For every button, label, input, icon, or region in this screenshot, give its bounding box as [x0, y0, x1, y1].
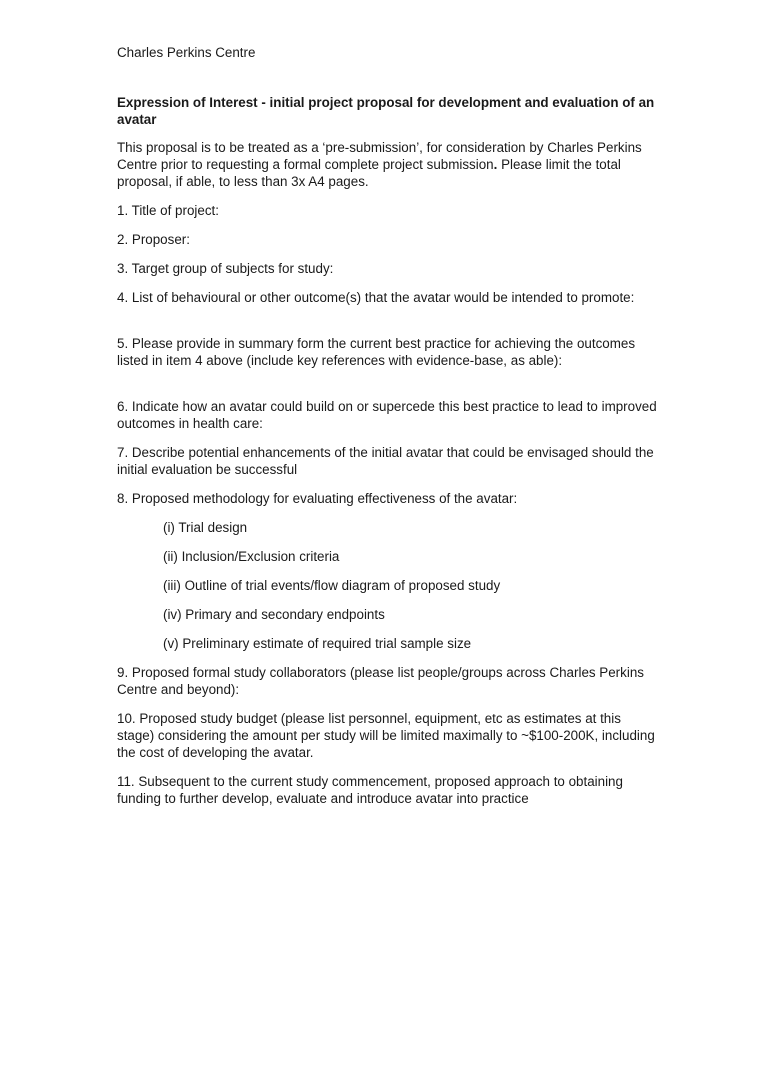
- document-heading: Expression of Interest - initial project proposal for development and evaluation of an avatar: [117, 95, 655, 127]
- item-5-best-practice: 5. Please provide in summary form the current best practice for achieving the outcomes listed in item 4 above (include key references with evidence-base, as able):: [117, 336, 636, 368]
- item-10-budget: 10. Proposed study budget (please list personnel, equipment, etc as estimates at this stage) considering the amount per study will be limited maximally to ~$100-200K, including the cost of developing the avatar.: [117, 711, 655, 760]
- item-3-target-group: 3. Target group of subjects for study:: [117, 261, 334, 276]
- intro-text-part2: Please limit the total proposal, if able, to less than 3x A4 pages.: [117, 157, 621, 189]
- intro-bold-period: .: [493, 157, 498, 172]
- intro-text-part1: This proposal is to be treated as a ‘pre-submission’, for consideration by Charles Perkins Centre prior to requesting a formal complete project submission: [117, 140, 642, 172]
- item-4-outcomes: 4. List of behavioural or other outcome(s) that the avatar would be intended to promote:: [117, 290, 635, 305]
- sub-item-inclusion-exclusion: (ii) Inclusion/Exclusion criteria: [163, 549, 340, 564]
- intro-paragraph: [117, 139, 657, 190]
- sub-item-endpoints: (iv) Primary and secondary endpoints: [163, 607, 385, 622]
- item-6-avatar-improvement: 6. Indicate how an avatar could build on or supercede this best practice to lead to improved outcomes in health care:: [117, 399, 657, 431]
- item-8-methodology: 8. Proposed methodology for evaluating effectiveness of the avatar:: [117, 491, 518, 506]
- sub-item-trial-outline: (iii) Outline of trial events/flow diagram of proposed study: [163, 578, 501, 593]
- item-1-title-of-project: 1. Title of project:: [117, 203, 219, 218]
- page-header: Charles Perkins Centre: [117, 45, 256, 60]
- sub-item-trial-design: (i) Trial design: [163, 520, 248, 535]
- sub-item-sample-size: (v) Preliminary estimate of required trial sample size: [163, 636, 472, 651]
- item-9-collaborators: 9. Proposed formal study collaborators (please list people/groups across Charles Perkins Centre and beyond):: [117, 665, 644, 697]
- item-7-enhancements: 7. Describe potential enhancements of the initial avatar that could be envisaged should the initial evaluation be successful: [117, 445, 654, 477]
- item-11-funding: 11. Subsequent to the current study commencement, proposed approach to obtaining funding to further develop, evaluate and introduce avatar into practice: [117, 774, 623, 806]
- item-2-proposer: 2. Proposer:: [117, 232, 190, 247]
